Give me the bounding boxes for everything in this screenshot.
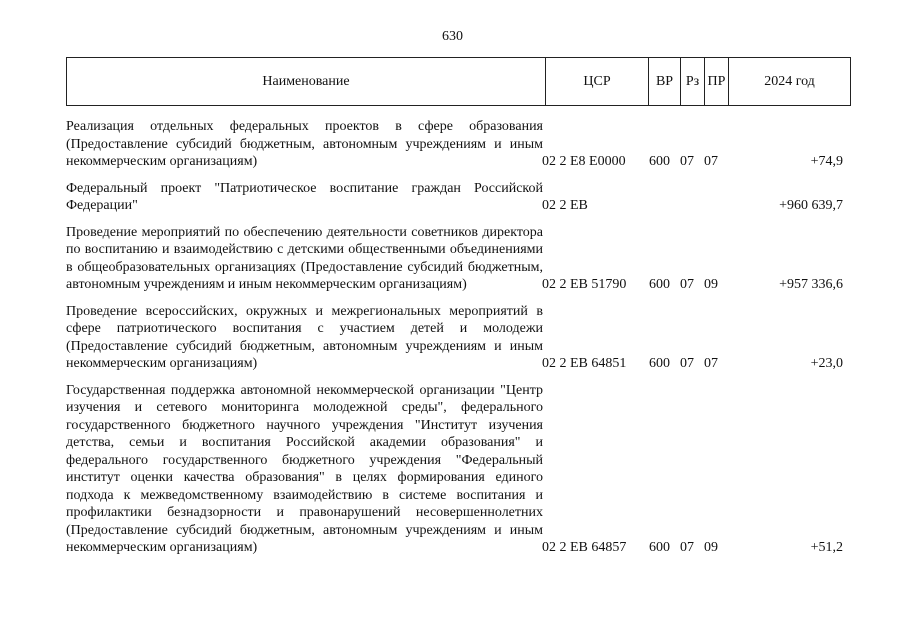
row-amount: +23,0 [810,356,843,371]
row-amount: +960 639,7 [779,198,843,213]
row-pr: 07 [704,154,718,169]
row-name: Проведение мероприятий по обеспечению деятельности советников директора по воспитанию и взаимодействию с детскими общественными объединениями в общеобразовательных организациях (Предоставление субсидий бюджетным, автономным учреждениям и иным некоммерческим организациям) [66,224,543,292]
row-rz: 07 [680,356,694,371]
header-rz: Рз [680,58,704,105]
row-vr: 600 [649,154,670,169]
table-row [66,224,851,294]
row-rz: 07 [680,277,694,292]
row-rz: 07 [680,540,694,555]
row-csr: 02 2 E8 E0000 [542,154,626,169]
header-vr: ВР [648,58,680,105]
row-pr: 09 [704,277,718,292]
row-name: Государственная поддержка автономной некоммерческой организации "Центр изучения и сетевого мониторинга молодежной среды", федерального государственного бюджетного научного учреждения "Институт изучения детства, семьи и воспитания Российской академии образования" и федерального государственного бюджетного учреждения "Федеральный институт оценки качества образования" в целях формирования единого подхода к межведомственному взаимодействию в системе воспитания и профилактики безнадзорности и правонарушений несовершеннолетних (Предоставление субсидий бюджетным, автономным учреждениям и иным некоммерческим организациям) [66,382,543,555]
row-pr: 09 [704,540,718,555]
row-vr: 600 [649,540,670,555]
header-csr: ЦСР [545,58,648,105]
row-vr: 600 [649,356,670,371]
row-csr: 02 2 EB 64857 [542,540,627,555]
row-csr: 02 2 EB 51790 [542,277,627,292]
table-row [66,118,851,171]
row-vr: 600 [649,277,670,292]
table-body [66,118,851,557]
table-row [66,180,851,215]
header-year: 2024 год [728,58,850,105]
table-header [66,57,851,106]
row-name: Проведение всероссийских, окружных и межрегиональных мероприятий в сфере патриотического воспитания с участием детей и молодежи (Предоставление субсидий бюджетным, автономным учреждениям и иным некоммерческим организациям) [66,303,543,371]
row-rz: 07 [680,154,694,169]
row-amount: +74,9 [810,154,843,169]
row-csr: 02 2 EB 64851 [542,356,627,371]
table-row [66,303,851,373]
header-pr: ПР [704,58,728,105]
row-amount: +51,2 [810,540,843,555]
header-name: Наименование [262,73,350,89]
row-pr: 07 [704,356,718,371]
row-name: Федеральный проект "Патриотическое воспитание граждан Российской Федерации" [66,180,543,213]
row-csr: 02 2 EB [542,198,588,213]
table-row [66,382,851,557]
row-amount: +957 336,6 [779,277,843,292]
row-name: Реализация отдельных федеральных проектов в сфере образования (Предоставление субсидий бюджетным, автономным учреждениям и иным некоммерческим организациям) [66,119,543,169]
page-number: 630 [442,29,463,44]
